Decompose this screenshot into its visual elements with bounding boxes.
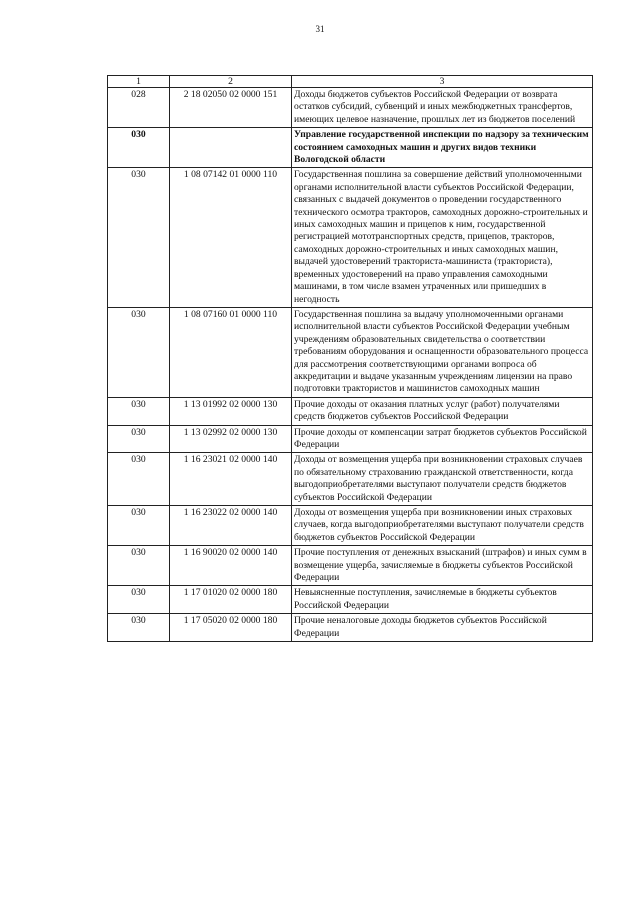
revenue-name-cell: Государственная пошлина за совершение действий уполномоченными органами исполнительной власти субъектов Российской Федерации, связанных с выдачей документов о проведении государственного технического осмотра тракторов, самоходных дорожно-строительных и иных самоходных машин и прицепов к ним, государственной регистрацией мототранспортных средств, прицепов, тракторов, самоходных дорожно-строительных и иных самоходных машин, выдачей удостоверений тракториста-машиниста (тракториста), временных удостоверений на право управления самоходными машинами, в том числе взамен утраченных или пришедших в негодность	[292, 168, 593, 307]
revenue-name-cell: Невыясненные поступления, зачисляемые в бюджеты субъектов Российской Федерации	[292, 586, 593, 614]
table-row	[108, 397, 593, 425]
revenue-name-cell: Прочие поступления от денежных взысканий (штрафов) и иных сумм в возмещение ущерба, зачисляемые в бюджеты субъектов Российской Федерации	[292, 546, 593, 586]
revenue-name-cell: Прочие доходы от оказания платных услуг (работ) получателями средств бюджетов субъектов Российской Федерации	[292, 397, 593, 425]
column-header-2: 2	[170, 76, 292, 88]
table-section-header-row	[108, 128, 593, 168]
admin-code-cell: 030	[108, 128, 170, 168]
column-header-3: 3	[292, 76, 593, 88]
admin-code-cell: 030	[108, 586, 170, 614]
admin-code-cell: 030	[108, 307, 170, 397]
revenue-code-cell: 1 17 05020 02 0000 180	[170, 614, 292, 642]
admin-code-cell: 028	[108, 88, 170, 128]
revenue-name-cell: Государственная пошлина за выдачу уполномоченными органами исполнительной власти субъектов Российской Федерации учебным учреждениям образовательных свидетельства о соответствии требованиям оборудования и оснащенности образовательного процесса для рассмотрения соответствующими органами вопроса об аккредитации и выдаче указанным учреждениям лицензии на право подготовки трактористов и машинистов самоходных машин	[292, 307, 593, 397]
table-row	[108, 614, 593, 642]
admin-code-cell: 030	[108, 453, 170, 506]
revenue-code-cell: 1 13 01992 02 0000 130	[170, 397, 292, 425]
admin-code-cell: 030	[108, 614, 170, 642]
revenue-code-cell: 2 18 02050 02 0000 151	[170, 88, 292, 128]
admin-code-cell: 030	[108, 397, 170, 425]
table-row	[108, 425, 593, 453]
revenue-code-cell: 1 17 01020 02 0000 180	[170, 586, 292, 614]
revenue-name-cell: Доходы от возмещения ущерба при возникновении страховых случаев по обязательному страхованию гражданской ответственности, когда выгодоприобретателями выступают получатели средств бюджетов субъектов Российской Федерации	[292, 453, 593, 506]
table-header-row	[108, 76, 593, 88]
revenue-name-cell: Управление государственной инспекции по надзору за техническим состоянием самоходных машин и других видов техники Вологодской области	[292, 128, 593, 168]
table-row	[108, 453, 593, 506]
page-number: 31	[315, 24, 325, 34]
revenue-name-cell: Доходы бюджетов субъектов Российской Федерации от возврата остатков субсидий, субвенций и иных межбюджетных трансфертов, имеющих целевое назначение, прошлых лет из бюджетов поселений	[292, 88, 593, 128]
revenue-name-cell: Прочие доходы от компенсации затрат бюджетов субъектов Российской Федерации	[292, 425, 593, 453]
revenue-code-cell: 1 16 23021 02 0000 140	[170, 453, 292, 506]
revenue-code-cell	[170, 128, 292, 168]
admin-code-cell: 030	[108, 546, 170, 586]
table-row	[108, 168, 593, 307]
table-row	[108, 506, 593, 546]
table-row	[108, 586, 593, 614]
revenue-code-cell: 1 13 02992 02 0000 130	[170, 425, 292, 453]
revenue-code-cell: 1 08 07142 01 0000 110	[170, 168, 292, 307]
table-row	[108, 307, 593, 397]
admin-code-cell: 030	[108, 506, 170, 546]
revenue-code-cell: 1 08 07160 01 0000 110	[170, 307, 292, 397]
revenue-name-cell: Доходы от возмещения ущерба при возникновении иных страховых случаев, когда выгодоприобретателями выступают получатели средств бюджетов субъектов Российской Федерации	[292, 506, 593, 546]
table-row	[108, 88, 593, 128]
revenue-codes-table	[107, 75, 593, 642]
admin-code-cell: 030	[108, 168, 170, 307]
revenue-name-cell: Прочие неналоговые доходы бюджетов субъектов Российской Федерации	[292, 614, 593, 642]
table-row	[108, 546, 593, 586]
column-header-1: 1	[108, 76, 170, 88]
admin-code-cell: 030	[108, 425, 170, 453]
revenue-code-cell: 1 16 90020 02 0000 140	[170, 546, 292, 586]
revenue-code-cell: 1 16 23022 02 0000 140	[170, 506, 292, 546]
